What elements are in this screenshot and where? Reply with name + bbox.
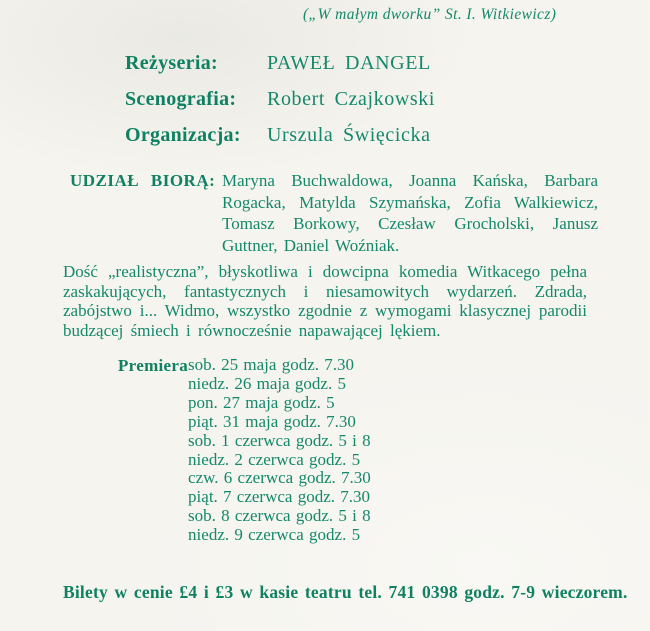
cast-names: Maryna Buchwaldowa, Joanna Kańska, Barbara Rogacka, Matylda Szymańska, Zofia Walkiewicz, Tomasz Borkowy, Czesław Grocholski, Janusz Guttner, Daniel Woźniak. — [222, 171, 598, 255]
credit-value: PAWEŁ DANGEL — [267, 52, 431, 74]
play-title-quote: („W małym dworku” St. I. Witkiewicz) — [303, 6, 557, 23]
credit-row-organization — [125, 124, 435, 147]
schedule-list — [188, 356, 371, 545]
schedule-item: niedz. 9 czerwca godz. 5 — [188, 525, 361, 545]
schedule-item: sob. 1 czerwca godz. 5 i 8 — [188, 430, 371, 450]
credit-label: Organizacja: — [125, 124, 241, 146]
cast-label: UDZIAŁ BIORĄ: — [70, 171, 216, 190]
premiere-label: Premiera — [118, 356, 189, 375]
tickets-info-line: Bilety w cenie £4 i £3 w kasie teatru tel. 741 0398 godz. 7-9 wieczorem. — [63, 582, 628, 602]
premiere-block — [118, 356, 371, 545]
schedule-item: pon. 27 maja godz. 5 — [188, 392, 335, 412]
schedule-item: piąt. 31 maja godz. 7.30 — [188, 411, 356, 431]
schedule-item: piąt. 7 czerwca godz. 7.30 — [188, 487, 370, 507]
credit-label: Reżyseria: — [125, 52, 218, 74]
schedule-item: sob. 8 czerwca godz. 5 i 8 — [188, 506, 371, 526]
schedule-item: sob. 25 maja godz. 7.30 — [188, 355, 354, 374]
schedule-item: niedz. 26 maja godz. 5 — [188, 373, 346, 393]
schedule-item: czw. 6 czerwca godz. 7.30 — [188, 468, 371, 488]
credit-value: Urszula Święcicka — [267, 124, 431, 146]
credits-block — [125, 52, 435, 160]
play-description: Dość „realistyczna”, błyskotliwa i dowcipna komedia Witkacego pełna zaskakujących, fantastycznych i niesamowitych wydarzeń. Zdrada, zabójstwo i... Widmo, wszystko zgodnie z wymogami klasycznej parodii budzącej śmiech i równocześnie napawającej lękiem. — [63, 262, 587, 340]
credit-value: Robert Czajkowski — [267, 88, 436, 110]
credit-row-director — [125, 52, 435, 75]
credit-label: Scenografia: — [125, 88, 237, 110]
schedule-item: niedz. 2 czerwca godz. 5 — [188, 449, 361, 469]
cast-block — [70, 170, 598, 256]
credit-row-scenography — [125, 88, 435, 111]
